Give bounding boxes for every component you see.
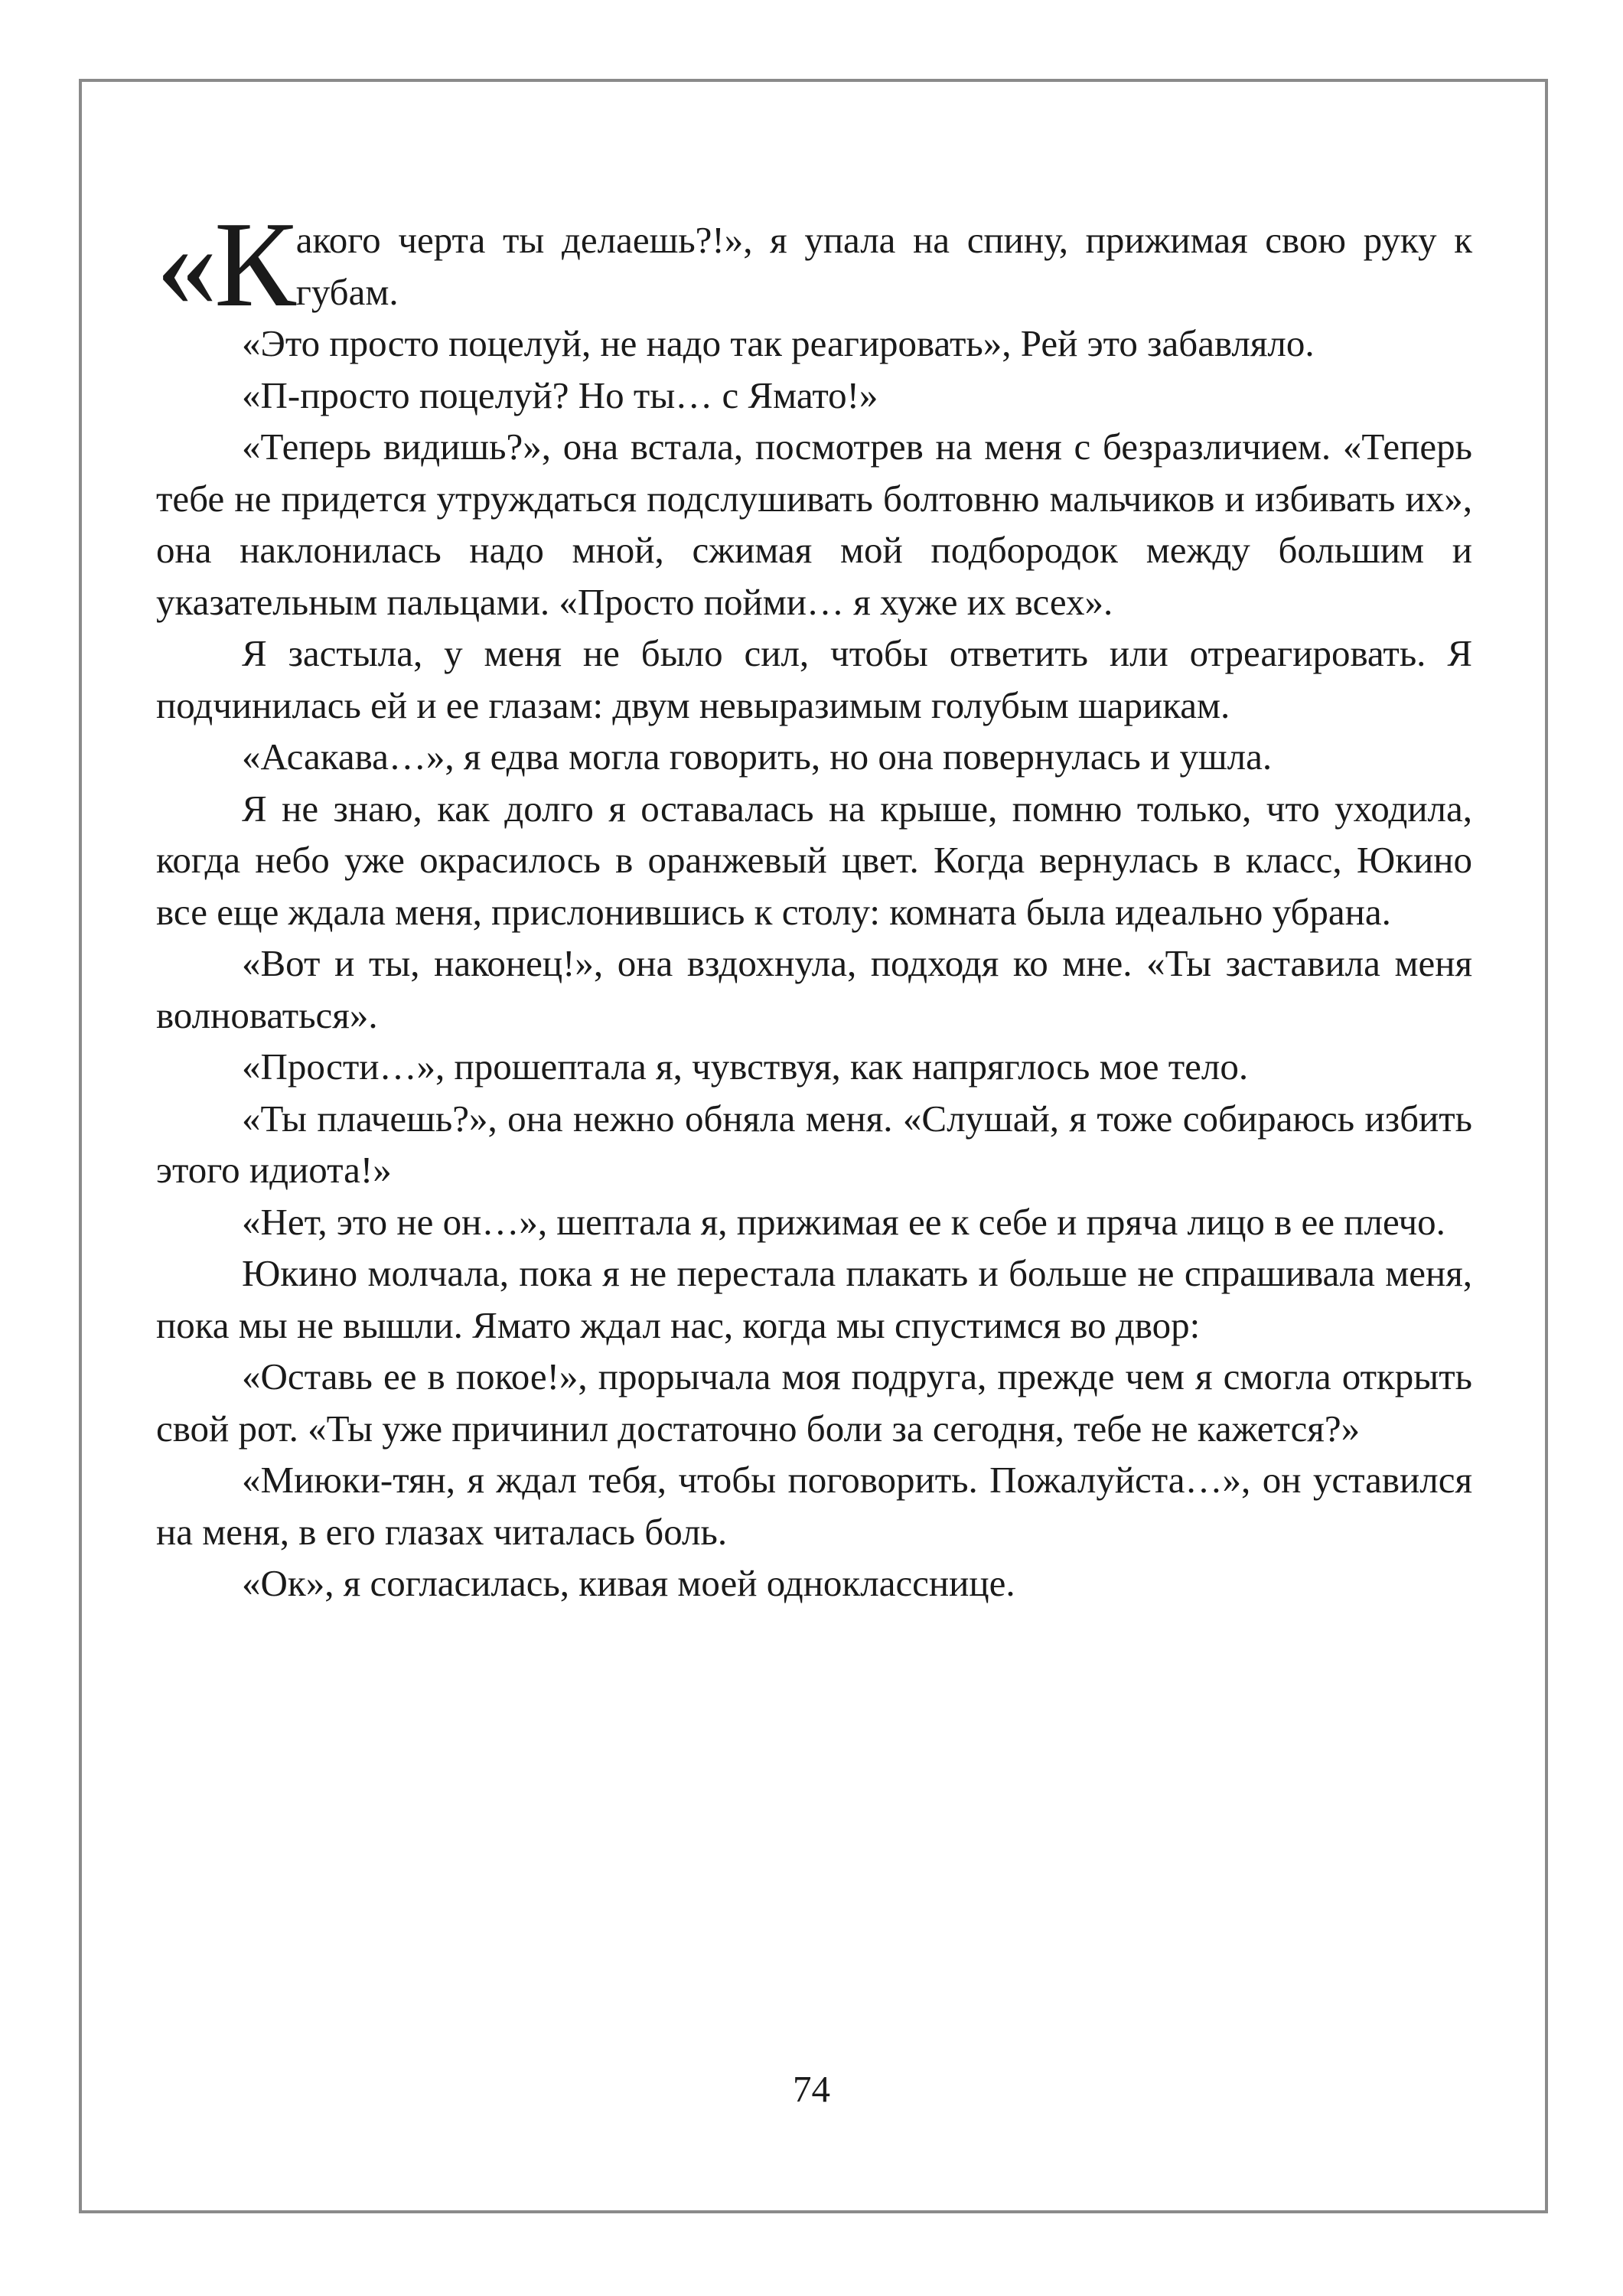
paragraph-5: Я застыла, у меня не было сил, чтобы ответить или отреагировать. Я подчинилась ей и ее глазам: двум невыразимым голубым шарикам. xyxy=(156,632,1472,726)
paragraph-2: «Это просто поцелуй, не надо так реагировать», Рей это забавляло. xyxy=(242,322,1315,364)
paragraph-13: «Оставь ее в покое!», прорычала моя подруга, прежде чем я смогла открыть свой рот. «Ты уже причинил достаточно боли за сегодня, тебе не кажется?» xyxy=(156,1355,1472,1450)
paragraph-6: «Асакава…», я едва могла говорить, но она повернулась и ушла. xyxy=(242,735,1273,778)
paragraph-12: Юкино молчала, пока я не перестала плакать и больше не спрашивала меня, пока мы не вышли. Ямато ждал нас, когда мы спустимся во двор: xyxy=(156,1252,1472,1346)
body-text xyxy=(156,196,1472,1609)
paragraph-8: «Вот и ты, наконец!», она вздохнула, подходя ко мне. «Ты заставила меня волноваться». xyxy=(156,942,1472,1036)
paragraph-1-text: акого черта ты делаешь?!», я упала на спину, прижимая свою руку к губам. xyxy=(295,219,1472,313)
paragraph-9: «Прости…», прошептала я, чувствуя, как напряглось мое тело. xyxy=(242,1045,1249,1088)
paragraph-3: «П-просто поцелуй? Но ты… с Ямато!» xyxy=(242,373,878,416)
drop-cap: «К xyxy=(156,196,293,332)
paragraph-15: «Ок», я согласилась, кивая моей однокласснице. xyxy=(242,1562,1015,1604)
paragraph-14: «Миюки-тян, я ждал тебя, чтобы поговорить. Пожалуйста…», он уставился на меня, в его глазах читалась боль. xyxy=(156,1459,1472,1553)
paragraph-7: Я не знаю, как долго я оставалась на крыше, помню только, что уходила, когда небо уже окрасилось в оранжевый цвет. Когда вернулась в класс, Юкино все еще ждала меня, прислонившись к столу: комната была идеально убрана. xyxy=(156,787,1472,933)
paragraph-4: «Теперь видишь?», она встала, посмотрев на меня с безразличием. «Теперь тебе не придется утруждаться подслушивать болтовню мальчиков и избивать их», она наклонилась надо мной, сжимая мой подбородок между большим и указательным пальцами. «Просто пойми… я хуже их всех». xyxy=(156,426,1472,623)
paragraph-1 xyxy=(156,196,1472,332)
page-number: 74 xyxy=(793,2068,830,2110)
paragraph-11: «Нет, это не он…», шептала я, прижимая ее к себе и пряча лицо в ее плечо. xyxy=(242,1200,1445,1243)
paragraph-10: «Ты плачешь?», она нежно обняла меня. «Слушай, я тоже собираюсь избить этого идиота!» xyxy=(156,1097,1472,1191)
